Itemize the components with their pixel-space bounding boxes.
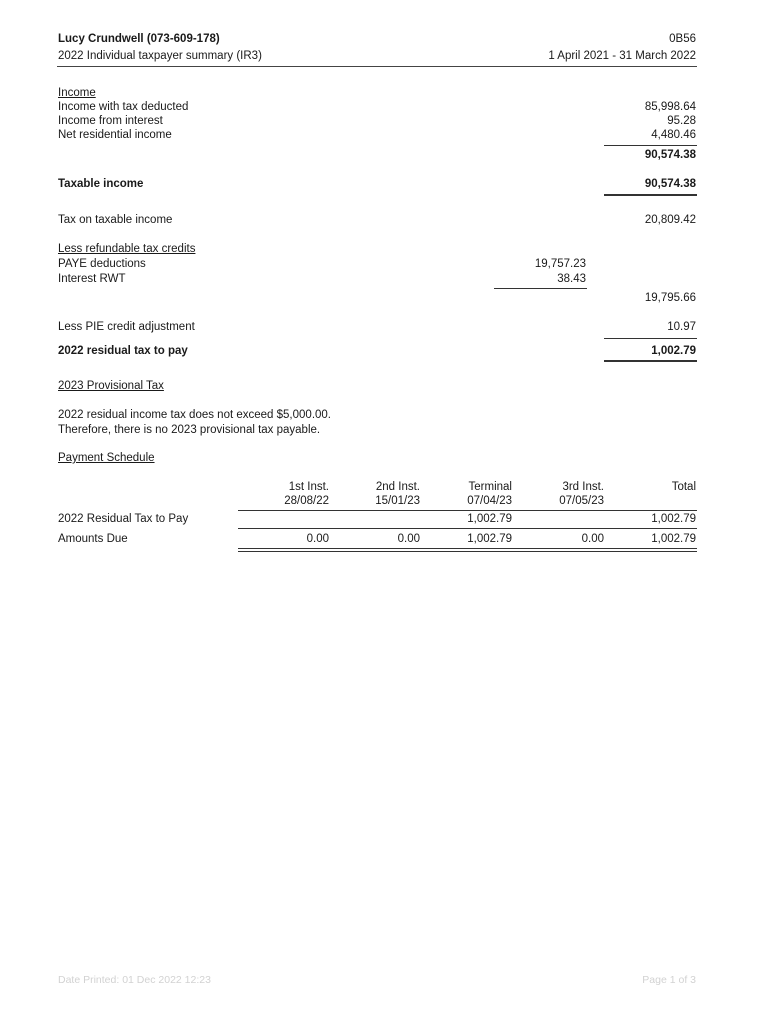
credit-label: PAYE deductions — [58, 258, 146, 270]
income-label: Income with tax deducted — [58, 101, 189, 113]
credit-value: 19,757.23 — [534, 258, 586, 270]
schedule-row-rule — [238, 528, 697, 529]
schedule-column-header: Total — [671, 481, 696, 493]
income-value: 4,480.46 — [651, 129, 696, 141]
schedule-cell: 1,002.79 — [651, 513, 696, 525]
schedule-cell: 1,002.79 — [467, 533, 512, 545]
refundable-heading: Less refundable tax credits — [58, 243, 196, 255]
taxable-income-value: 90,574.38 — [644, 178, 696, 190]
schedule-column-date: 28/08/22 — [284, 495, 329, 507]
schedule-column-header: Terminal — [468, 481, 512, 493]
schedule-header-rule — [238, 510, 697, 511]
pie-rule — [604, 338, 697, 339]
page-number: Page 1 of 3 — [642, 974, 696, 986]
income-label: Income from interest — [58, 115, 163, 127]
schedule-total-rule — [238, 551, 697, 552]
provisional-heading: 2023 Provisional Tax — [58, 380, 164, 392]
document-subtitle: 2022 Individual taxpayer summary (IR3) — [58, 50, 262, 62]
income-value: 95.28 — [667, 115, 696, 127]
schedule-cell: 1,002.79 — [651, 533, 696, 545]
schedule-total-rule — [238, 548, 697, 549]
subtotal-rule — [604, 145, 697, 146]
schedule-row-label: Amounts Due — [58, 533, 128, 545]
schedule-column-date: 15/01/23 — [375, 495, 420, 507]
provisional-text: Therefore, there is no 2023 provisional tax payable. — [58, 424, 321, 436]
taxable-rule — [604, 194, 697, 196]
schedule-column-date: 07/04/23 — [467, 495, 512, 507]
credits-rule — [494, 288, 587, 289]
header-divider — [57, 66, 697, 67]
residual-tax-label: 2022 residual tax to pay — [58, 345, 188, 357]
taxpayer-name: Lucy Crundwell (073-609-178) — [58, 33, 220, 45]
schedule-cell: 0.00 — [306, 533, 329, 545]
pie-adjustment-value: 10.97 — [667, 321, 696, 333]
income-label: Net residential income — [58, 129, 172, 141]
residual-rule — [604, 360, 697, 362]
schedule-cell: 0.00 — [581, 533, 604, 545]
schedule-cell: 1,002.79 — [467, 513, 512, 525]
taxable-income-label: Taxable income — [58, 178, 144, 190]
document-code: 0B56 — [669, 33, 696, 45]
credit-label: Interest RWT — [58, 273, 126, 285]
schedule-row-label: 2022 Residual Tax to Pay — [58, 513, 189, 525]
date-printed: Date Printed: 01 Dec 2022 12:23 — [58, 974, 211, 986]
provisional-text: 2022 residual income tax does not exceed $5,000.00. — [58, 409, 331, 421]
credit-value: 38.43 — [557, 273, 586, 285]
credits-total: 19,795.66 — [644, 292, 696, 304]
pie-adjustment-label: Less PIE credit adjustment — [58, 321, 195, 333]
tax-on-taxable-value: 20,809.42 — [644, 214, 696, 226]
schedule-heading: Payment Schedule — [58, 452, 155, 464]
schedule-cell: 0.00 — [397, 533, 420, 545]
residual-tax-value: 1,002.79 — [651, 345, 696, 357]
income-value: 85,998.64 — [644, 101, 696, 113]
income-heading: Income — [58, 87, 96, 99]
tax-period: 1 April 2021 - 31 March 2022 — [548, 50, 696, 62]
income-subtotal: 90,574.38 — [644, 149, 696, 161]
tax-on-taxable-label: Tax on taxable income — [58, 214, 173, 226]
schedule-column-header: 1st Inst. — [288, 481, 329, 493]
schedule-column-header: 2nd Inst. — [375, 481, 420, 493]
schedule-column-date: 07/05/23 — [559, 495, 604, 507]
schedule-column-header: 3rd Inst. — [562, 481, 604, 493]
